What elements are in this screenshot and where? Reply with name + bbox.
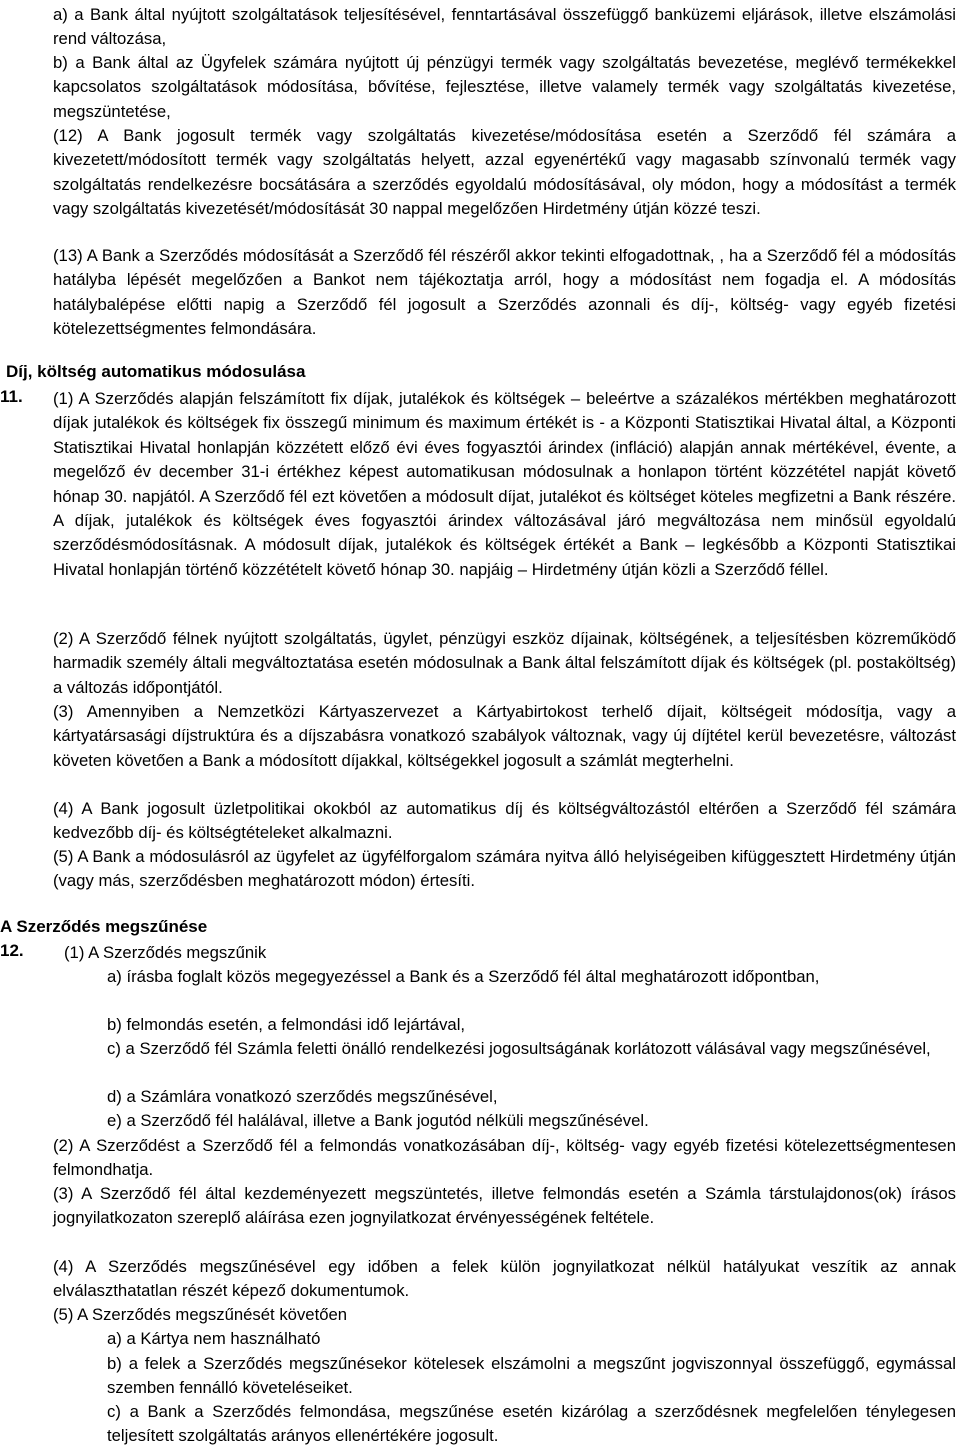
list-item: b) felmondás esetén, a felmondási idő lejártával, <box>107 1015 466 1034</box>
section-11-paragraph-4: (4) A Bank jogosult üzletpolitikai okokból az automatikus díj és költségváltozástól eltérően a Szerződő fél számára kedvezőbb díj- és költségtételeket alkalmazni. <box>53 799 956 843</box>
list-item: c) a Szerződő fél Számla feletti önálló rendelkezési jogosultságának korlátozott válásával vagy megszűnésével, <box>107 1039 931 1058</box>
list-item: e) a Szerződő fél halálával, illetve a Bank jogutód nélküli megszűnésével. <box>107 1111 649 1130</box>
paragraph-a: a) a Bank által nyújtott szolgáltatások teljesítésével, fenntartásával összefüggő banküzemi eljárások, illetve elszámolási rend változása, <box>53 5 956 49</box>
list-item: c) a Bank a Szerződés felmondása, megszűnése esetén kizárólag a szerződésnek megfelelően ténylegesen teljesített szolgáltatás arányos ellenértékére jogosult. <box>107 1402 956 1446</box>
section-12-paragraph-2: (2) A Szerződést a Szerződő fél a felmondás vonatkozásában díj-, költség- vagy egyéb fizetési kötelezettségmentesen felmondhatja. <box>53 1136 956 1180</box>
paragraph-13: (13) A Bank a Szerződés módosítását a Szerződő fél részéről akkor tekinti elfogadottnak, , ha a Szerződő fél a módosítás hatályba lépését megelőzően a Bankot nem tájékoztatja arról, hogy a módosítást nem fogadja el. A módosítás hatálybalépése előtti napig a Szerződő fél jogosult a Szerződés azonnali és díj-, költség- vagy egyéb fizetési kötelezettségmentes felmondására. <box>53 246 956 339</box>
list-item: a) a Kártya nem használható <box>107 1329 321 1348</box>
list-item: b) a felek a Szerződés megszűnésekor kötelesek elszámolni a megszűnt jogviszonnyal összefüggő, egymással szemben fennálló követeléseiket. <box>107 1354 956 1398</box>
list-item: a) írásba foglalt közös megegyezéssel a Bank és a Szerződő fél által meghatározott időpontban, <box>107 967 820 986</box>
paragraph-b: b) a Bank által az Ügyfelek számára nyújtott új pénzügyi termék vagy szolgáltatás bevezetése, meglévő termékekkel kapcsolatos szolgáltatások módosítása, bővítése, fejlesztése, illetve valamely termék vagy szolgáltatás kivezetése, megszüntetése, <box>53 53 956 121</box>
paragraph-12: (12) A Bank jogosult termék vagy szolgáltatás kivezetése/módosítása esetén a Szerződő fél számára a kivezetett/módosított termék vagy szolgáltatás helyett, azzal egyenértékű vagy magasabb színvonalú termék vagy szolgáltatás rendelkezésre bocsátására a szerződés egyoldalú módosításával, oly módon, hogy a módosítást a termék vagy szolgáltatás kivezetését/módosítását 30 nappal megelőzően Hirdetmény útján közzé teszi. <box>53 126 956 219</box>
section-11-paragraph-1: (1) A Szerződés alapján felszámított fix díjak, jutalékok és költségek – beleértve a százalékos mértékben meghatározott díjak jutalékok és költségek fix összegű minimum és maximum értékét is - a Központi Statisztikai Hivatal által, a Központi Statisztikai Hivatal honlapján közzétett előző évi éves fogyasztói árindex (infláció) alapján annak mértékével, évente, a megelőző év december 31-i értékhez képest automatikusan módosulnak a honlapon történt közzététel napját követő hónap 30. napjától. A Szerződő fél ezt követően a módosult díjat, jutalékot és költséget köteles megfizetni a Bank részére. A díjak, jutalékok és költségek éves fogyasztói árindex változásával járó megváltozása nem minősül egyoldalú szerződésmódosításnak. A módosult díjak, jutalékok és költségek értékét a Bank – legkésőbb a Központi Statisztikai Hivatal honlapján történő közzétételt követő hónap 30. napjáig – Hirdetmény útján közli a Szerződő féllel. <box>53 389 956 579</box>
section-11-heading: Díj, költség automatikus módosulása <box>6 362 306 381</box>
section-12-heading: A Szerződés megszűnése <box>0 917 208 936</box>
section-12-paragraph-3: (3) A Szerződő fél által kezdeményezett megszüntetés, illetve felmondás esetén a Számla társtulajdonos(ok) írásos jognyilatkozaton szereplő aláírása ezen jognyilatkozat érvényességének feltétele. <box>53 1184 956 1228</box>
section-12-paragraph-4: (4) A Szerződés megszűnésével egy időben a felek külön jognyilatkozat nélkül hatályukat veszítik az annak elválaszthatatlan részét képező dokumentumok. <box>53 1257 956 1301</box>
section-11-number: 11. <box>0 387 23 406</box>
section-11-paragraph-2: (2) A Szerződő félnek nyújtott szolgáltatás, ügylet, pénzügyi eszköz díjainak, költségének, a teljesítésben közreműködő harmadik személy általi megváltoztatása esetén módosulnak a Bank által felszámított díjak és költségek (pl. postaköltség) a változás időpontjától. <box>53 629 956 697</box>
section-11-paragraph-5: (5) A Bank a módosulásról az ügyfelet az ügyfélforgalom számára nyitva álló helyiségeiben kifüggesztett Hirdetmény útján (vagy más, szerződésben meghatározott módon) értesíti. <box>53 847 956 891</box>
section-11-paragraph-3: (3) Amennyiben a Nemzetközi Kártyaszervezet a Kártyabirtokost terhelő díjait, költségeit módosítja, vagy a kártyatársasági díjstruktúra és a díjszabásra vonatkozó szabályok változnak, vagy új díjtétel kerül bevezetésre, változást követen követően a Bank a módosított díjakkal, költségekkel jogosult a számlát megterhelni. <box>53 702 956 770</box>
list-item: d) a Számlára vonatkozó szerződés megszűnésével, <box>107 1087 498 1106</box>
section-12-number: 12. <box>0 941 24 960</box>
section-12-paragraph-5: (5) A Szerződés megszűnését követően <box>53 1305 348 1324</box>
section-12-paragraph-1: (1) A Szerződés megszűnik <box>64 943 267 962</box>
